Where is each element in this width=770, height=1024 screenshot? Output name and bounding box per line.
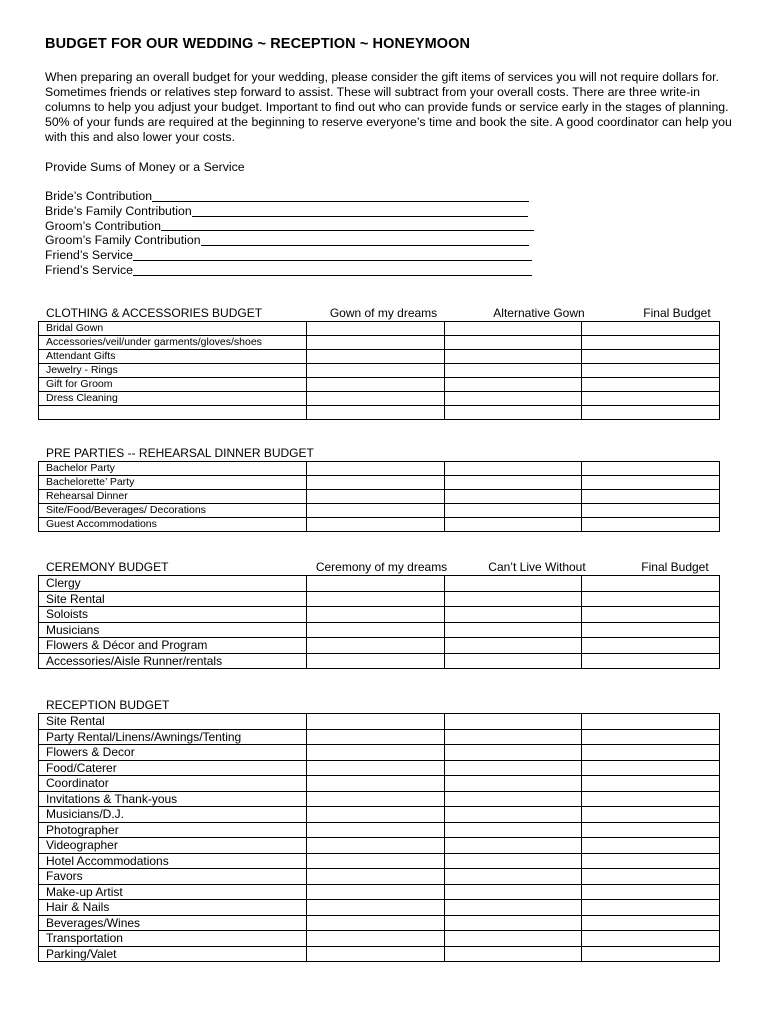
budget-amount-cell[interactable] (444, 490, 582, 504)
budget-item-label: Transportation (39, 931, 307, 947)
table-row (39, 760, 720, 776)
budget-amount-cell[interactable] (444, 776, 582, 792)
ceremony-budget-section (38, 560, 720, 669)
budget-amount-cell[interactable] (307, 822, 445, 838)
contribution-label: Friend’s Service (45, 248, 133, 263)
table-row (39, 462, 720, 476)
budget-item-label: Party Rental/Linens/Awnings/Tenting (39, 729, 307, 745)
budget-item-label: Invitations & Thank-yous (39, 791, 307, 807)
budget-item-label: Bachelorette’ Party (39, 476, 307, 490)
clothing-heading: CLOTHING & ACCESSORIES BUDGET (46, 306, 263, 320)
contribution-label: Friend’s Service (45, 262, 133, 277)
budget-amount-cell[interactable] (582, 490, 720, 504)
write-in-line[interactable] (192, 206, 528, 217)
budget-item-label: Bridal Gown (39, 322, 307, 336)
budget-amount-cell[interactable] (582, 591, 720, 607)
budget-amount-cell[interactable] (307, 760, 445, 776)
budget-item-label: Gift for Groom (39, 378, 307, 392)
budget-amount-cell[interactable] (582, 392, 720, 406)
budget-amount-cell[interactable] (582, 406, 720, 420)
contribution-label: Groom’s Contribution (45, 218, 161, 233)
contribution-label: Bride’s Family Contribution (45, 203, 192, 218)
table-row (39, 350, 720, 364)
budget-item-label: Rehearsal Dinner (39, 490, 307, 504)
budget-amount-cell[interactable] (582, 607, 720, 623)
budget-item-label: Clergy (39, 576, 307, 592)
budget-amount-cell[interactable] (307, 378, 445, 392)
budget-amount-cell[interactable] (307, 638, 445, 654)
budget-item-label: Hair & Nails (39, 900, 307, 916)
budget-amount-cell[interactable] (307, 946, 445, 962)
budget-item-label (39, 406, 307, 420)
budget-amount-cell[interactable] (444, 900, 582, 916)
budget-amount-cell[interactable] (582, 900, 720, 916)
reception-heading: RECEPTION BUDGET (46, 698, 170, 712)
budget-item-label: Make-up Artist (39, 884, 307, 900)
budget-amount-cell[interactable] (444, 714, 582, 730)
table-row (39, 576, 720, 592)
budget-amount-cell[interactable] (307, 776, 445, 792)
table-row (39, 822, 720, 838)
budget-item-label: Jewelry - Rings (39, 364, 307, 378)
budget-amount-cell[interactable] (444, 869, 582, 885)
budget-amount-cell[interactable] (582, 518, 720, 532)
budget-item-label: Site Rental (39, 591, 307, 607)
budget-amount-cell[interactable] (307, 884, 445, 900)
table-row (39, 791, 720, 807)
budget-amount-cell[interactable] (307, 462, 445, 476)
budget-amount-cell[interactable] (444, 853, 582, 869)
budget-amount-cell[interactable] (444, 791, 582, 807)
budget-item-label: Guest Accommodations (39, 518, 307, 532)
column-header: Final Budget (641, 560, 709, 574)
budget-amount-cell[interactable] (307, 900, 445, 916)
budget-item-label: Musicians/D.J. (39, 807, 307, 823)
write-in-line[interactable] (133, 250, 532, 261)
budget-amount-cell[interactable] (582, 622, 720, 638)
table-row (39, 490, 720, 504)
ceremony-heading: CEREMONY BUDGET (46, 560, 169, 574)
table-row (39, 406, 720, 420)
table-row (39, 607, 720, 623)
table-row (39, 518, 720, 532)
column-header: Final Budget (643, 306, 711, 320)
contribution-line (45, 263, 534, 278)
write-in-line[interactable] (133, 265, 532, 276)
column-header: Can’t Live Without (488, 560, 586, 574)
budget-amount-cell[interactable] (444, 350, 582, 364)
budget-amount-cell[interactable] (444, 653, 582, 669)
budget-amount-cell[interactable] (307, 350, 445, 364)
column-header: Gown of my dreams (329, 306, 438, 320)
budget-amount-cell[interactable] (582, 838, 720, 854)
budget-amount-cell[interactable] (307, 576, 445, 592)
table-row (39, 745, 720, 761)
ceremony-budget-table (38, 575, 720, 669)
budget-amount-cell[interactable] (307, 791, 445, 807)
budget-amount-cell[interactable] (307, 322, 445, 336)
budget-amount-cell[interactable] (307, 336, 445, 350)
budget-amount-cell[interactable] (582, 653, 720, 669)
budget-item-label: Site/Food/Beverages/ Decorations (39, 504, 307, 518)
contributions-list (45, 189, 534, 278)
budget-amount-cell[interactable] (307, 591, 445, 607)
budget-amount-cell[interactable] (444, 622, 582, 638)
contribution-line (45, 189, 534, 204)
budget-amount-cell[interactable] (582, 884, 720, 900)
table-row (39, 931, 720, 947)
budget-amount-cell[interactable] (444, 838, 582, 854)
budget-amount-cell[interactable] (444, 745, 582, 761)
page-title: BUDGET FOR OUR WEDDING ~ RECEPTION ~ HONEYMOON (45, 36, 471, 52)
table-row (39, 336, 720, 350)
budget-amount-cell[interactable] (444, 392, 582, 406)
table-row (39, 853, 720, 869)
budget-item-label: Coordinator (39, 776, 307, 792)
clothing-budget-section (38, 306, 720, 420)
table-row (39, 915, 720, 931)
provide-heading: Provide Sums of Money or a Service (45, 160, 245, 174)
budget-item-label: Site Rental (39, 714, 307, 730)
budget-amount-cell[interactable] (582, 504, 720, 518)
budget-amount-cell[interactable] (582, 807, 720, 823)
budget-amount-cell[interactable] (444, 576, 582, 592)
budget-item-label: Videographer (39, 838, 307, 854)
budget-amount-cell[interactable] (582, 476, 720, 490)
budget-amount-cell[interactable] (444, 406, 582, 420)
budget-amount-cell[interactable] (582, 915, 720, 931)
table-row (39, 869, 720, 885)
write-in-line[interactable] (201, 235, 529, 246)
write-in-line[interactable] (152, 191, 529, 202)
table-row (39, 884, 720, 900)
preparties-heading: PRE PARTIES -- REHEARSAL DINNER BUDGET (46, 446, 314, 460)
budget-amount-cell[interactable] (444, 607, 582, 623)
budget-amount-cell[interactable] (582, 638, 720, 654)
budget-amount-cell[interactable] (582, 576, 720, 592)
budget-amount-cell[interactable] (307, 653, 445, 669)
budget-amount-cell[interactable] (444, 336, 582, 350)
budget-amount-cell[interactable] (307, 729, 445, 745)
contribution-label: Bride’s Contribution (45, 189, 153, 203)
contribution-label: Groom’s Family Contribution (45, 233, 201, 248)
budget-amount-cell[interactable] (582, 714, 720, 730)
budget-amount-cell[interactable] (444, 462, 582, 476)
table-row (39, 364, 720, 378)
table-row (39, 504, 720, 518)
contribution-line (45, 204, 534, 219)
budget-amount-cell[interactable] (444, 322, 582, 336)
budget-amount-cell[interactable] (444, 931, 582, 947)
budget-amount-cell[interactable] (582, 760, 720, 776)
budget-amount-cell[interactable] (307, 931, 445, 947)
budget-amount-cell[interactable] (444, 760, 582, 776)
budget-amount-cell[interactable] (444, 729, 582, 745)
budget-amount-cell[interactable] (582, 462, 720, 476)
budget-item-label: Photographer (39, 822, 307, 838)
budget-item-label: Hotel Accommodations (39, 853, 307, 869)
table-row (39, 807, 720, 823)
budget-item-label: Accessories/veil/under garments/gloves/shoes (39, 336, 307, 350)
budget-amount-cell[interactable] (582, 853, 720, 869)
budget-amount-cell[interactable] (444, 807, 582, 823)
budget-item-label: Beverages/Wines (39, 915, 307, 931)
budget-amount-cell[interactable] (307, 714, 445, 730)
budget-amount-cell[interactable] (582, 931, 720, 947)
budget-amount-cell[interactable] (582, 378, 720, 392)
budget-amount-cell[interactable] (582, 791, 720, 807)
table-row (39, 776, 720, 792)
budget-amount-cell[interactable] (444, 884, 582, 900)
write-in-line[interactable] (161, 220, 534, 231)
budget-item-label: Bachelor Party (39, 462, 307, 476)
budget-amount-cell[interactable] (582, 364, 720, 378)
budget-amount-cell[interactable] (307, 364, 445, 378)
table-row (39, 946, 720, 962)
table-row (39, 591, 720, 607)
budget-item-label: Flowers & Decor (39, 745, 307, 761)
budget-amount-cell[interactable] (307, 869, 445, 885)
budget-item-label: Musicians (39, 622, 307, 638)
budget-amount-cell[interactable] (444, 476, 582, 490)
budget-amount-cell[interactable] (444, 518, 582, 532)
budget-amount-cell[interactable] (307, 406, 445, 420)
budget-amount-cell[interactable] (307, 853, 445, 869)
budget-item-label: Dress Cleaning (39, 392, 307, 406)
budget-amount-cell[interactable] (307, 476, 445, 490)
budget-amount-cell[interactable] (582, 336, 720, 350)
budget-amount-cell[interactable] (444, 638, 582, 654)
budget-item-label: Soloists (39, 607, 307, 623)
budget-amount-cell[interactable] (444, 822, 582, 838)
budget-amount-cell[interactable] (307, 504, 445, 518)
table-row (39, 392, 720, 406)
budget-amount-cell[interactable] (444, 504, 582, 518)
budget-amount-cell[interactable] (582, 776, 720, 792)
table-row (39, 322, 720, 336)
budget-amount-cell[interactable] (582, 350, 720, 364)
table-row (39, 838, 720, 854)
contribution-line (45, 248, 534, 263)
budget-amount-cell[interactable] (444, 591, 582, 607)
budget-item-label: Favors (39, 869, 307, 885)
budget-amount-cell[interactable] (307, 392, 445, 406)
budget-amount-cell[interactable] (582, 745, 720, 761)
clothing-budget-table (38, 321, 720, 420)
budget-amount-cell[interactable] (307, 915, 445, 931)
budget-amount-cell[interactable] (307, 745, 445, 761)
budget-amount-cell[interactable] (307, 518, 445, 532)
budget-amount-cell[interactable] (582, 869, 720, 885)
table-row (39, 622, 720, 638)
budget-amount-cell[interactable] (582, 729, 720, 745)
budget-item-label: Attendant Gifts (39, 350, 307, 364)
budget-amount-cell[interactable] (307, 807, 445, 823)
budget-amount-cell[interactable] (307, 490, 445, 504)
budget-item-label: Food/Caterer (39, 760, 307, 776)
budget-item-label: Flowers & Décor and Program (39, 638, 307, 654)
column-header: Ceremony of my dreams (315, 560, 448, 574)
contribution-line (45, 219, 534, 234)
budget-amount-cell[interactable] (444, 378, 582, 392)
table-row (39, 476, 720, 490)
table-row (39, 729, 720, 745)
table-row (39, 378, 720, 392)
budget-amount-cell[interactable] (582, 946, 720, 962)
budget-item-label: Accessories/Aisle Runner/rentals (39, 653, 307, 669)
preparties-budget-section (38, 446, 720, 532)
budget-amount-cell[interactable] (444, 364, 582, 378)
budget-amount-cell[interactable] (307, 607, 445, 623)
table-row (39, 638, 720, 654)
column-header: Alternative Gown (493, 306, 585, 320)
table-row (39, 900, 720, 916)
budget-amount-cell[interactable] (444, 946, 582, 962)
table-row (39, 714, 720, 730)
intro-paragraph: When preparing an overall budget for your wedding, please consider the gift items of services you will not require dollars for. Sometimes friends or relatives step forward to assist. These will subtract from your overall costs. There are three write-in columns to help you adjust your budget. Important to find out who can provide funds or service early in the stages of planning. 50% of your funds are required at the beginning to reserve everyone’s time and book the site. A good coordinator can help you with this and also lower your costs. (45, 70, 732, 144)
budget-amount-cell[interactable] (307, 622, 445, 638)
budget-amount-cell[interactable] (307, 838, 445, 854)
budget-amount-cell[interactable] (582, 822, 720, 838)
table-row (39, 653, 720, 669)
contribution-line (45, 233, 534, 248)
budget-item-label: Parking/Valet (39, 946, 307, 962)
preparties-budget-table (38, 461, 720, 532)
reception-budget-section (38, 698, 720, 962)
reception-budget-table (38, 713, 720, 962)
budget-amount-cell[interactable] (444, 915, 582, 931)
budget-amount-cell[interactable] (582, 322, 720, 336)
